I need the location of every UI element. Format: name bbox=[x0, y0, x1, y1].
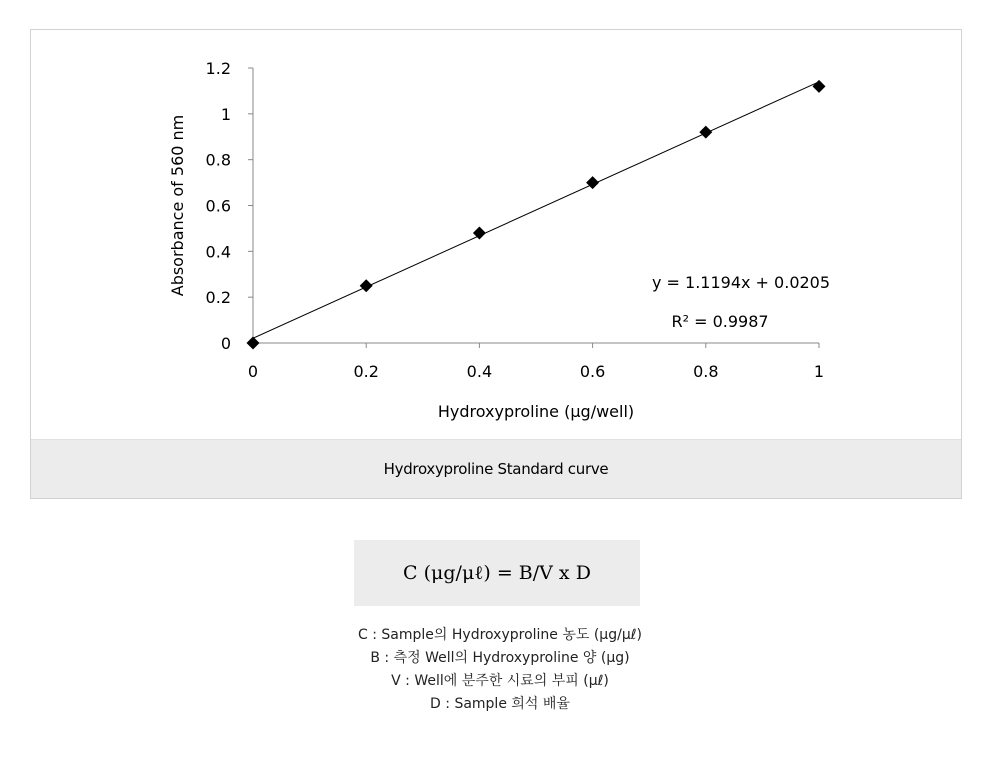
definition-b: B : 측정 Well의 Hydroxyproline 양 (μg) bbox=[370, 650, 630, 666]
trendline-equation: y = 1.1194x + 0.0205 bbox=[651, 273, 831, 292]
y-tick-label: 0.4 bbox=[205, 242, 231, 262]
y-tick-label: 0.8 bbox=[205, 150, 231, 170]
y-axis-label: Absorbance of 560 nm bbox=[168, 114, 187, 297]
definition-v: V : Well에 분주한 시료의 부피 (μℓ) bbox=[391, 673, 609, 689]
chart-plot bbox=[31, 30, 961, 440]
r-squared-label: R² = 0.9987 bbox=[671, 312, 769, 331]
y-tick-label: 0.6 bbox=[205, 196, 231, 216]
data-point bbox=[360, 279, 373, 292]
x-axis-label: Hydroxyproline (μg/well) bbox=[437, 402, 635, 421]
variable-definitions bbox=[0, 624, 1000, 716]
chart-caption: Hydroxyproline Standard curve bbox=[31, 439, 961, 498]
definition-d: D : Sample 희석 배율 bbox=[430, 696, 570, 712]
x-tick-label: 0.8 bbox=[693, 362, 719, 381]
definition-c: C : Sample의 Hydroxyproline 농도 (μg/μℓ) bbox=[358, 627, 642, 643]
x-tick-label: 0.2 bbox=[353, 362, 379, 381]
y-tick-label: 0 bbox=[220, 334, 231, 353]
x-tick-label: 1 bbox=[813, 362, 825, 381]
chart-figure bbox=[30, 29, 962, 499]
x-tick-label: 0 bbox=[247, 362, 259, 381]
y-tick-label: 1.2 bbox=[205, 59, 231, 78]
y-tick-label: 0.2 bbox=[205, 288, 231, 308]
y-tick-label: 1 bbox=[220, 104, 231, 124]
data-point bbox=[813, 80, 826, 93]
data-point bbox=[247, 337, 260, 350]
x-tick-label: 0.6 bbox=[579, 362, 606, 381]
formula-box: C (μg/μℓ) = B/V x D bbox=[354, 540, 640, 606]
trendline bbox=[253, 82, 819, 339]
x-tick-label: 0.4 bbox=[466, 362, 493, 381]
data-point bbox=[699, 126, 712, 139]
data-point bbox=[586, 176, 599, 189]
